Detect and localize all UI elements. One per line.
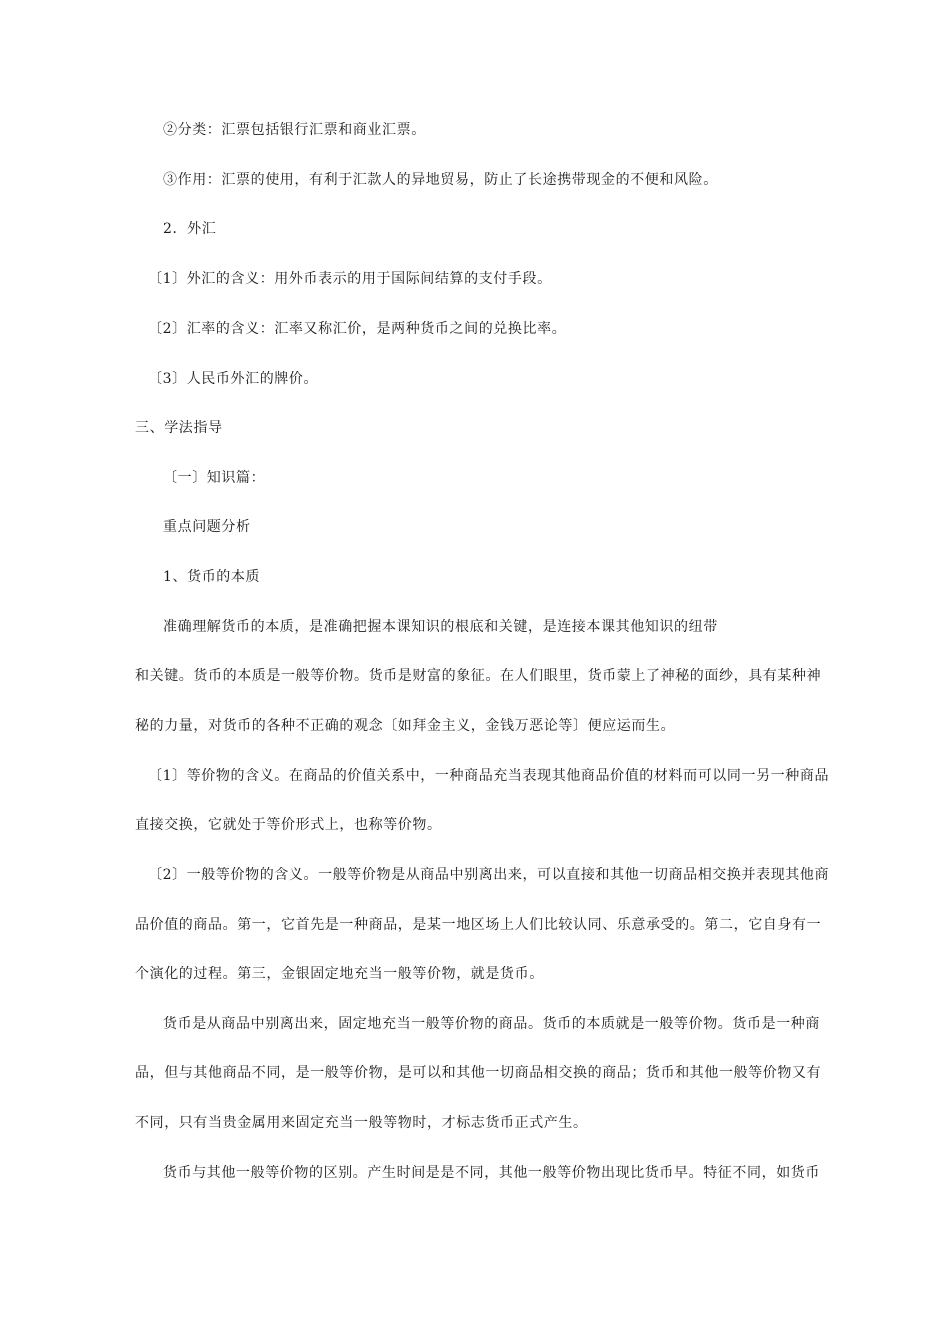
paragraph-line: 秘的力量，对货币的各种不正确的观念〔如拜金主义，金钱万恶论等〕便应运而生。: [135, 718, 676, 734]
paragraph-line: 准确理解货币的本质，是准确把握本课知识的根底和关键，是连接本课其他知识的纽带: [163, 619, 718, 635]
paragraph-line: 直接交换，它就处于等价形式上，也称等价物。: [135, 817, 442, 833]
text-line-rmb-quotation: 〔3〕人民币外汇的牌价。: [148, 371, 319, 387]
text-line-classification: ②分类：汇票包括银行汇票和商业汇票。: [163, 122, 426, 138]
paragraph-line: 和关键。货币的本质是一般等价物。货币是财富的象征。在人们眼里，货币蒙上了神秘的面纱，具有某种神: [135, 668, 822, 684]
subsection-heading-key-issues: 重点问题分析: [163, 519, 251, 535]
topic-heading-money-essence: 1、货币的本质: [163, 569, 261, 585]
paragraph-line: 〔2〕一般等价物的含义。一般等价物是从商品中别离出来，可以直接和其他一切商品相交换并表现其他商: [148, 867, 830, 883]
paragraph-line: 个演化的过程。第三，金银固定地充当一般等价物，就是货币。: [135, 966, 544, 982]
subsection-heading-knowledge: 〔一〕知识篇：: [163, 470, 266, 486]
paragraph-line: 货币是从商品中别离出来，固定地充当一般等价物的商品。货币的本质就是一般等价物。货币是一种商: [163, 1016, 820, 1032]
paragraph-line: 不同，只有当贵金属用来固定充当一般等物时，才标志货币正式产生。: [135, 1115, 588, 1131]
paragraph-line: 货币与其他一般等价物的区别。产生时间是是不同，其他一般等价物出现比货币早。特征不同，如货币: [163, 1165, 820, 1181]
text-line-foreign-exchange-meaning: 〔1〕外汇的含义：用外币表示的用于国际间结算的支付手段。: [148, 271, 552, 287]
section-heading-study-guide: 三、学法指导: [135, 420, 223, 436]
text-line-exchange-rate-meaning: 〔2〕汇率的含义：汇率又称汇价，是两种货币之间的兑换比率。: [148, 321, 567, 337]
text-line-function: ③作用：汇票的使用，有利于汇款人的异地贸易，防止了长途携带现金的不便和风险。: [163, 172, 718, 188]
paragraph-line: 〔1〕等价物的含义。在商品的价值关系中，一种商品充当表现其他商品价值的材料而可以同一另一种商品: [148, 768, 830, 784]
paragraph-line: 品价值的商品。第一，它首先是一种商品，是某一地区场上人们比较认同、乐意承受的。第二，它自身有一: [135, 917, 822, 933]
section-heading-foreign-exchange: 2．外汇: [163, 221, 217, 237]
paragraph-line: 品，但与其他商品不同，是一般等价物，是可以和其他一切商品相交换的商品；货币和其他一般等价物又有: [135, 1065, 822, 1081]
